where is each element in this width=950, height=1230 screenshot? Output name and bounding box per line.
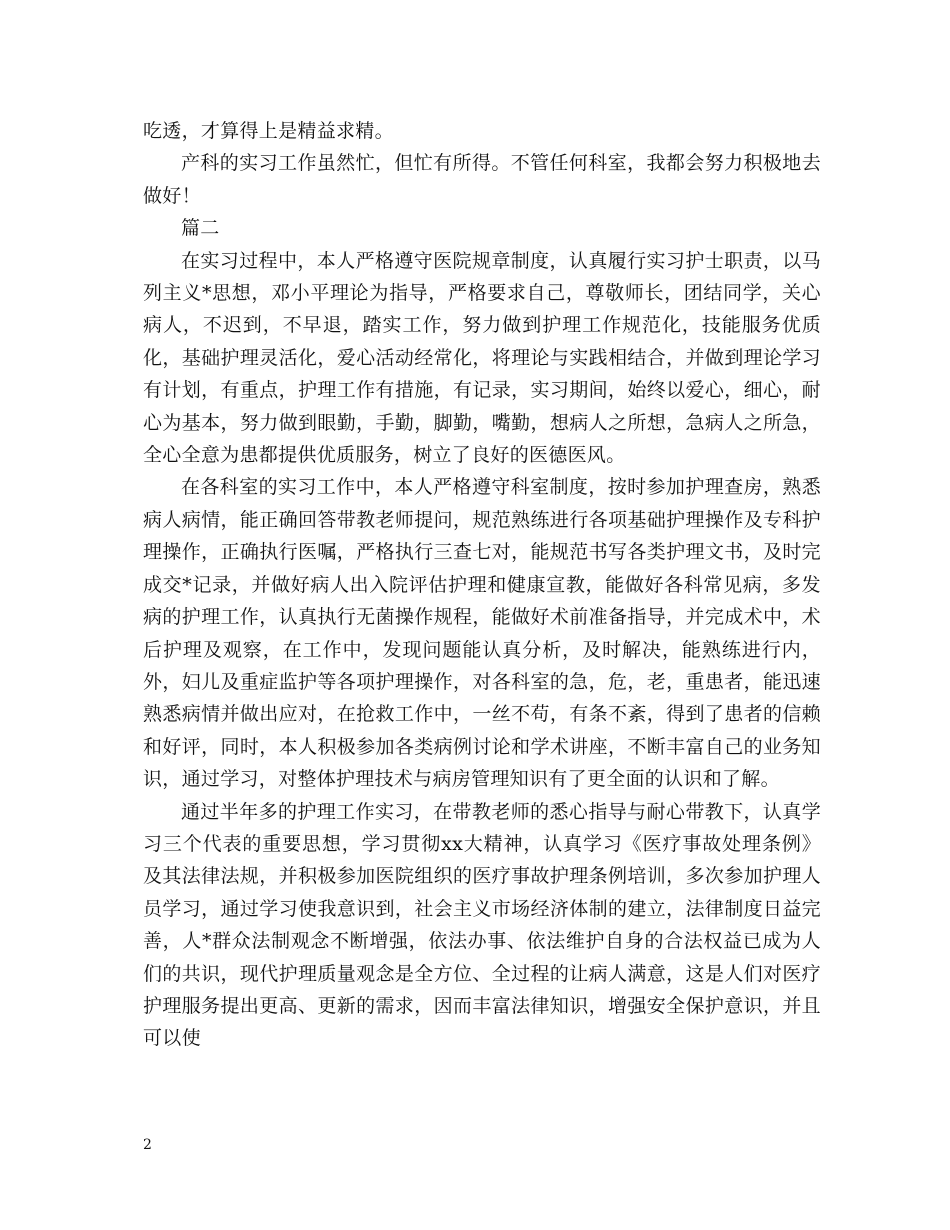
paragraph-obstetrics-summary: 产科的实习工作虽然忙，但忙有所得。不管任何科室，我都会努力积极地去做好！ [143,152,821,207]
document-body [143,115,821,1055]
paragraph-continuation: 吃透，才算得上是精益求精。 [143,120,394,142]
paragraph-internship-conduct: 在实习过程中，本人严格遵守医院规章制度，认真履行实习护士职责，以马列主义*思想，邓小平理论为指导，严格要求自己，尊敬师长，团结同学，关心病人，不迟到，不早退，踏实工作，努力做到护理工作规范化，技能服务优质化，基础护理灵活化，爱心活动经常化，将理论与实践相结合，并做到理论学习有计划，有重点，护理工作有措施，有记录，实习期间，始终以爱心，细心，耐心为基本，努力做到眼勤，手勤，脚勤，嘴勤，想病人之所想，急病人之所急，全心全意为患都提供优质服务，树立了良好的医德医风。 [143,249,821,467]
section-heading-part-two: 篇二 [181,217,220,240]
paragraph-department-work: 在各科室的实习工作中，本人严格遵守科室制度，按时参加护理查房，熟悉病人病情，能正确回答带教老师提问，规范熟练进行各项基础护理操作及专科护理操作，正确执行医嘱，严格执行三查七对，能规范书写各类护理文书，及时完成交*记录，并做好病人出入院评估护理和健康宣教，能做好各科常见病，多发病的护理工作，认真执行无菌操作规程，能做好术前准备指导，并完成术中，术后护理及观察，在工作中，发现问题能认真分析，及时解决，能熟练进行内，外，妇儿及重症监护等各项护理操作，对各科室的急，危，老，重患者，能迅速熟悉病情并做出应对，在抢救工作中，一丝不苟，有条不紊，得到了患者的信赖和好评，同时，本人积极参加各类病例讨论和学术讲座，不断丰富自己的业务知识，通过学习，对整体护理技术与病房管理知识有了更全面的认识和了解。 [143,476,821,791]
page-number: 2 [143,1137,152,1153]
paragraph-legal-study: 通过半年多的护理工作实习，在带教老师的悉心指导与耐心带教下，认真学习三个代表的重要思想，学习贯彻xx大精神，认真学习《医疗事故处理条例》及其法律法规，并积极参加医院组织的医疗事故护理条例培训，多次参加护理人员学习，通过学习使我意识到，社会主义市场经济体制的建立，法律制度日益完善，人*群众法制观念不断增强，依法办事、依法维护自身的合法权益已成为人们的共识，现代护理质量观念是全方位、全过程的让病人满意，这是人们对医疗护理服务提出更高、更新的需求，因而丰富法律知识，增强安全保护意识，并且可以使 [143,800,821,1050]
